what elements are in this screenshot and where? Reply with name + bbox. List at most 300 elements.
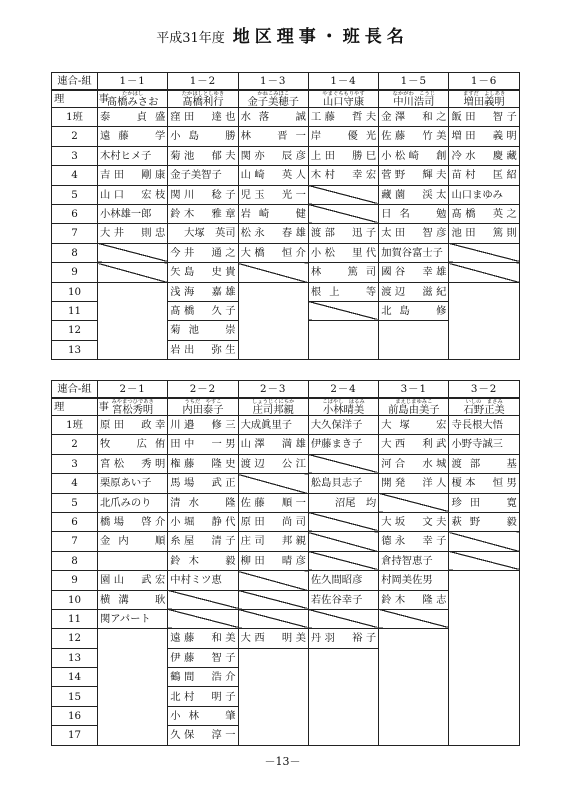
director-ruby: こばやし はるみ [322,399,365,405]
crossed-out-cell [449,243,519,262]
crossed-out-cell [308,532,378,551]
director-ruby: なかがわ こうじ [392,91,436,97]
member-name: 糸屋 清子 [168,532,238,551]
row-label: 9 [52,571,98,590]
crossed-out-cell [168,590,238,609]
member-name: 権藤 隆史 [168,454,238,473]
member-name: 若佐谷幸子 [308,590,378,609]
member-name: 鶴間 浩介 [168,668,238,687]
member-name: 佐藤 順一 [238,493,308,512]
member-name: 根上 等 [308,282,378,301]
member-name: 髙橋 久子 [168,301,238,320]
group-name: 2－3 [238,381,308,399]
member-name: 清水 隆 [168,493,238,512]
member-name: 林 篤司 [308,263,378,282]
director-ruby: しょうじくにちか [252,399,295,405]
member-name: 山口まゆみ [449,185,519,204]
crossed-out-cell [449,532,519,551]
director-name: 髙橋みさお [106,96,159,108]
director-cell [168,398,238,416]
member-name: 渡部 基 [449,454,519,473]
table-row [52,687,520,706]
director-name: 中川浩司 [393,96,435,108]
director-label: 理 事 [52,90,98,108]
row-label: 5 [52,493,98,512]
member-name: 鈴木 隆志 [379,590,449,609]
blank-cell [449,687,519,706]
table-row [52,474,520,493]
member-name: 矢島 史貴 [168,263,238,282]
blank-cell [98,551,168,570]
member-name: 日名 勉 [379,204,449,223]
table-row [52,435,520,454]
row-label: 8 [52,243,98,262]
member-name: 大橋 恒介 [238,243,308,262]
crossed-out-cell [379,493,449,512]
district-table-top [51,72,520,360]
row-label: 2 [52,435,98,454]
director-name: 山口守康 [322,96,365,108]
group-name: 1－3 [238,73,308,91]
crossed-out-cell [238,590,308,609]
crossed-out-cell [238,263,308,282]
blank-cell [238,706,308,725]
director-ruby: うちだ やすこ [184,399,222,405]
blank-cell [238,282,308,301]
member-name: 小松崎 創 [379,146,449,165]
table-row [52,108,520,127]
table-row [52,263,520,282]
row-label: 9 [52,263,98,282]
member-name: 加賀谷富士子 [379,243,449,262]
member-name: 岩出 弥生 [168,340,238,359]
member-name: 大塚 英司 [168,224,238,243]
member-name: 横溝 耿 [98,590,168,609]
member-name: 小林 肇 [168,706,238,725]
director-ruby: みやまつひであき [111,399,154,405]
member-name: 田中 一男 [168,435,238,454]
row-label: 2 [52,127,98,146]
row-label: 16 [52,706,98,725]
member-name: 德永 幸子 [379,532,449,551]
member-name: 倉持智恵子 [379,551,449,570]
blank-cell [449,668,519,687]
member-name: 久保 淳一 [168,726,238,745]
table-row [52,726,520,745]
member-name: 渡部 迅子 [308,224,378,243]
group-name: 2－2 [168,381,238,399]
member-name: 泰 貞盛 [98,108,168,127]
group-name: 3－2 [449,381,519,399]
row-label: 10 [52,282,98,301]
table-row [52,127,520,146]
blank-cell [98,629,168,648]
group-name: 2－1 [98,381,168,399]
director-cell [379,398,449,416]
row-label: 12 [52,321,98,340]
member-name: 榎本 恒男 [449,474,519,493]
member-name: 金澤 和之 [379,108,449,127]
member-name: 園山 武宏 [98,571,168,590]
director-label: 理 事 [52,398,98,416]
table-row [52,590,520,609]
member-name: 鈴木 毅 [168,551,238,570]
member-name: 窪田 達也 [168,108,238,127]
blank-cell [379,687,449,706]
row-label: 13 [52,340,98,359]
member-name: 伊藤 智子 [168,648,238,667]
title-text: 地区理事・班長名 [232,27,409,47]
group-name: 1－1 [98,73,168,91]
blank-cell [238,648,308,667]
director-row [52,90,520,108]
member-name: 林 晋一 [238,127,308,146]
group-header-label: 連合-組 [52,73,98,91]
blank-cell [308,687,378,706]
member-name: 原田 尚司 [238,512,308,531]
member-name: 児玉 光一 [238,185,308,204]
table-row [52,185,520,204]
member-name: 大坂 文夫 [379,512,449,531]
blank-cell [449,282,519,301]
member-name: 遠藤 和美 [168,629,238,648]
member-name: 金内 順 [98,532,168,551]
table-row [52,204,520,223]
member-name: 國谷 幸雄 [379,263,449,282]
row-label: 1班 [52,108,98,127]
member-name: 佐久間昭彦 [308,571,378,590]
blank-cell [308,668,378,687]
director-name: 宮松秀明 [112,404,154,416]
director-ruby: やまぐちもりやす [322,91,365,97]
member-name: 山崎 英人 [238,166,308,185]
member-name: 菊池 崇 [168,321,238,340]
member-name: 馬場 武正 [168,474,238,493]
blank-cell [379,321,449,340]
director-row [52,398,520,416]
director-ruby: まえじまゆみこ [395,399,433,405]
row-label: 13 [52,648,98,667]
member-name: 柳田 晴彦 [238,551,308,570]
member-name: 太田 智彦 [379,224,449,243]
member-name: 寺長根大悟 [449,416,519,435]
member-name: 水落 誠 [238,108,308,127]
member-name: 宮松 秀明 [98,454,168,473]
blank-cell [449,648,519,667]
member-name: 金子美智子 [168,166,238,185]
member-name: 山口 宏枝 [98,185,168,204]
member-name: 北爪みのり [98,493,168,512]
blank-cell [449,629,519,648]
row-label: 10 [52,590,98,609]
table-row [52,282,520,301]
member-name: 池田 篤則 [449,224,519,243]
blank-cell [449,301,519,320]
member-name: 冷水 慶藏 [449,146,519,165]
director-ruby: いしの まさみ [465,399,503,405]
blank-cell [98,321,168,340]
blank-cell [449,321,519,340]
row-label: 11 [52,609,98,628]
page-title [0,22,565,47]
director-cell [238,398,308,416]
row-label: 7 [52,224,98,243]
row-label: 6 [52,512,98,531]
member-name: 河合 水城 [379,454,449,473]
member-name: 丹羽 裕子 [308,629,378,648]
director-cell [379,90,449,108]
member-name: 原田 政幸 [98,416,168,435]
blank-cell [308,706,378,725]
blank-cell [308,340,378,359]
table-row [52,243,520,262]
member-name: 北島 修 [379,301,449,320]
member-name: 飯田 智子 [449,108,519,127]
blank-cell [379,706,449,725]
group-name: 3－1 [379,381,449,399]
group-header-row [52,381,520,399]
member-name: 大成眞里子 [238,416,308,435]
row-label: 3 [52,454,98,473]
member-name: 伊藤まき子 [308,435,378,454]
member-name: 小島 勝 [168,127,238,146]
table-row [52,301,520,320]
crossed-out-cell [308,185,378,204]
director-cell [308,398,378,416]
member-name: 関川 稔子 [168,185,238,204]
member-name: 川邉 修三 [168,416,238,435]
blank-cell [379,629,449,648]
blank-cell [308,726,378,745]
member-name: 小林雄一郎 [98,204,168,223]
member-name: 舩島貝志子 [308,474,378,493]
table-row [52,321,520,340]
member-name: 沼尾 均 [308,493,378,512]
fiscal-year: 平成31年度 [156,31,225,46]
blank-cell [449,706,519,725]
table-row [52,648,520,667]
table-row [52,416,520,435]
member-name: 大井 則忠 [98,224,168,243]
group-name: 1－6 [449,73,519,91]
table-row [52,224,520,243]
blank-cell [449,609,519,628]
crossed-out-cell [168,609,238,628]
crossed-out-cell [238,474,308,493]
group-name: 1－2 [168,73,238,91]
blank-cell [379,726,449,745]
table-row [52,340,520,359]
member-name: 遠藤 学 [98,127,168,146]
member-name: 大塚 宏 [379,416,449,435]
director-name: 庄司邦親 [252,404,294,416]
crossed-out-cell [449,263,519,282]
crossed-out-cell [379,609,449,628]
director-name: 内田泰子 [182,404,224,416]
row-label: 14 [52,668,98,687]
blank-cell [449,571,519,590]
director-cell [168,90,238,108]
table-row [52,629,520,648]
blank-cell [98,648,168,667]
row-label: 11 [52,301,98,320]
table-row [52,493,520,512]
blank-cell [238,340,308,359]
member-name: 増田 義明 [449,127,519,146]
director-cell [449,398,519,416]
member-name: 佐藤 竹美 [379,127,449,146]
member-name: 松永 春雄 [238,224,308,243]
crossed-out-cell [308,204,378,223]
director-cell [449,90,519,108]
blank-cell [98,706,168,725]
member-name: 大西 明美 [238,629,308,648]
blank-cell [449,590,519,609]
director-name: 前島由美子 [388,404,440,416]
crossed-out-cell [238,609,308,628]
blank-cell [98,340,168,359]
blank-cell [379,668,449,687]
blank-cell [98,282,168,301]
row-label: 3 [52,146,98,165]
member-name: 木村 幸宏 [308,166,378,185]
crossed-out-cell [308,512,378,531]
row-label: 4 [52,166,98,185]
director-cell [308,90,378,108]
director-name: 金子美穂子 [247,96,299,108]
member-name: 大西 利武 [379,435,449,454]
crossed-out-cell [98,263,168,282]
blank-cell [308,321,378,340]
member-name: 苗村 匡紹 [449,166,519,185]
member-name: 小堀 静代 [168,512,238,531]
blank-cell [98,301,168,320]
blank-cell [238,687,308,706]
table-row [52,454,520,473]
member-name: 小松 里代 [308,243,378,262]
crossed-out-cell [308,551,378,570]
member-name: 関アパート [98,609,168,628]
director-name: 髙橋利行 [182,96,224,108]
member-name: 菊池 郁夫 [168,146,238,165]
blank-cell [379,648,449,667]
director-name: 石野正美 [463,404,505,416]
member-name: 渡辺 公江 [238,454,308,473]
group-name: 1－4 [308,73,378,91]
row-label: 15 [52,687,98,706]
director-ruby: たかはし [122,91,144,97]
member-name: 髙橋 英之 [449,204,519,223]
member-name: 木村ヒメ子 [98,146,168,165]
row-label: 5 [52,185,98,204]
crossed-out-cell [238,571,308,590]
member-name: 岩崎 健 [238,204,308,223]
member-name: 橋場 啓介 [98,512,168,531]
crossed-out-cell [449,551,519,570]
member-name: 庄司 邦親 [238,532,308,551]
crossed-out-cell [98,243,168,262]
row-label: 12 [52,629,98,648]
director-ruby: たかはしとしゆき [181,91,225,97]
blank-cell [379,340,449,359]
member-name: 藏薗 渓太 [379,185,449,204]
row-label: 8 [52,551,98,570]
member-name: 開発 洋人 [379,474,449,493]
member-name: 小野寺誠三 [449,435,519,454]
member-name: 今井 通之 [168,243,238,262]
director-cell [238,90,308,108]
member-name: 浅海 嘉雄 [168,282,238,301]
table-row [52,571,520,590]
blank-cell [238,668,308,687]
blank-cell [449,340,519,359]
member-name: 村岡美佐男 [379,571,449,590]
table-row [52,532,520,551]
blank-cell [238,301,308,320]
blank-cell [98,668,168,687]
table-row [52,512,520,531]
row-label: 1班 [52,416,98,435]
crossed-out-cell [308,301,378,320]
blank-cell [238,726,308,745]
director-ruby: かねこみほこ [257,91,290,97]
district-table-bottom [51,380,520,746]
group-name: 1－5 [379,73,449,91]
blank-cell [449,726,519,745]
director-ruby: ますだ よしあき [462,91,506,97]
member-name: 関亦 辰彦 [238,146,308,165]
member-name: 牧 広侑 [98,435,168,454]
member-name: 北村 明子 [168,687,238,706]
table-row [52,609,520,628]
table-row [52,706,520,725]
member-name: 上田 勝巳 [308,146,378,165]
member-name: 菅野 輝夫 [379,166,449,185]
row-label: 7 [52,532,98,551]
member-name: 大久保洋子 [308,416,378,435]
table-row [52,551,520,570]
member-name: 中村ミツ恵 [168,571,238,590]
row-label: 4 [52,474,98,493]
table-row [52,166,520,185]
director-name: 小林晴美 [322,404,365,416]
page-number: －13－ [264,755,301,768]
blank-cell [238,321,308,340]
blank-cell [98,726,168,745]
member-name: 山澤 満雄 [238,435,308,454]
member-name: 鈴木 雅章 [168,204,238,223]
crossed-out-cell [308,454,378,473]
director-name: 増田義明 [463,96,505,108]
table-row [52,668,520,687]
member-name: 渡辺 滋紀 [379,282,449,301]
group-header-label: 連合-組 [52,381,98,399]
blank-cell [98,687,168,706]
member-name: 岸 優光 [308,127,378,146]
table-row [52,146,520,165]
row-label: 17 [52,726,98,745]
member-name: 萩野 毅 [449,512,519,531]
member-name: 吉田 剛康 [98,166,168,185]
blank-cell [308,648,378,667]
member-name: 栗原あい子 [98,474,168,493]
member-name: 珍田 寛 [449,493,519,512]
crossed-out-cell [308,609,378,628]
row-label: 6 [52,204,98,223]
group-name: 2－4 [308,381,378,399]
member-name: 工藤 哲夫 [308,108,378,127]
group-header-row [52,73,520,91]
